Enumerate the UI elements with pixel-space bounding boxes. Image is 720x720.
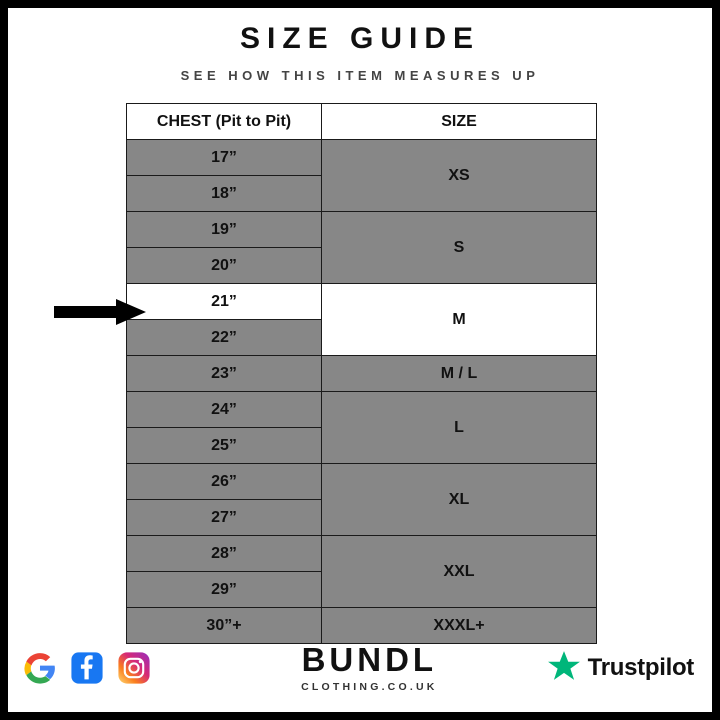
chest-cell: 22” — [127, 320, 322, 356]
size-cell: XXXL+ — [322, 608, 597, 644]
chest-cell: 29” — [127, 572, 322, 608]
arrow-icon — [54, 299, 146, 325]
size-cell: S — [322, 212, 597, 284]
brand-logo — [301, 643, 437, 693]
brand-name: BUNDL — [301, 641, 438, 678]
size-cell: M / L — [322, 356, 597, 392]
size-cell: XXL — [322, 536, 597, 608]
facebook-icon[interactable] — [69, 650, 105, 686]
chest-cell: 24” — [127, 392, 322, 428]
table-row[interactable] — [127, 140, 597, 176]
trustpilot-label: Trustpilot — [587, 654, 694, 681]
size-table-wrapper — [126, 103, 594, 644]
column-header-size: SIZE — [322, 104, 597, 140]
size-cell: M — [322, 284, 597, 356]
chest-cell: 20” — [127, 248, 322, 284]
chest-cell: 21” — [127, 284, 322, 320]
page-title: SIZE GUIDE — [239, 22, 481, 55]
brand-website: CLOTHING.CO.UK — [301, 681, 438, 693]
table-row-selected[interactable] — [127, 284, 597, 320]
footer — [8, 636, 712, 700]
size-guide-card — [8, 8, 712, 712]
size-table — [126, 103, 597, 644]
google-icon[interactable] — [22, 650, 58, 686]
chest-cell: 27” — [127, 500, 322, 536]
page-subtitle: SEE HOW THIS ITEM MEASURES UP — [180, 68, 540, 83]
social-links — [22, 650, 152, 686]
size-cell: XL — [322, 464, 597, 536]
table-row[interactable] — [127, 212, 597, 248]
chest-cell: 18” — [127, 176, 322, 212]
chest-cell: 23” — [127, 356, 322, 392]
star-icon — [547, 649, 581, 688]
table-row[interactable] — [127, 536, 597, 572]
chest-cell: 25” — [127, 428, 322, 464]
chest-cell: 26” — [127, 464, 322, 500]
chest-cell: 28” — [127, 536, 322, 572]
size-cell: L — [322, 392, 597, 464]
chest-cell: 30”+ — [127, 608, 322, 644]
instagram-icon[interactable] — [116, 650, 152, 686]
table-row[interactable] — [127, 356, 597, 392]
chest-cell: 17” — [127, 140, 322, 176]
size-cell: XS — [322, 140, 597, 212]
table-row[interactable] — [127, 464, 597, 500]
trustpilot-logo[interactable] — [547, 649, 694, 688]
table-row[interactable] — [127, 392, 597, 428]
chest-cell: 19” — [127, 212, 322, 248]
table-header-row — [127, 104, 597, 140]
column-header-chest: CHEST (Pit to Pit) — [127, 104, 322, 140]
